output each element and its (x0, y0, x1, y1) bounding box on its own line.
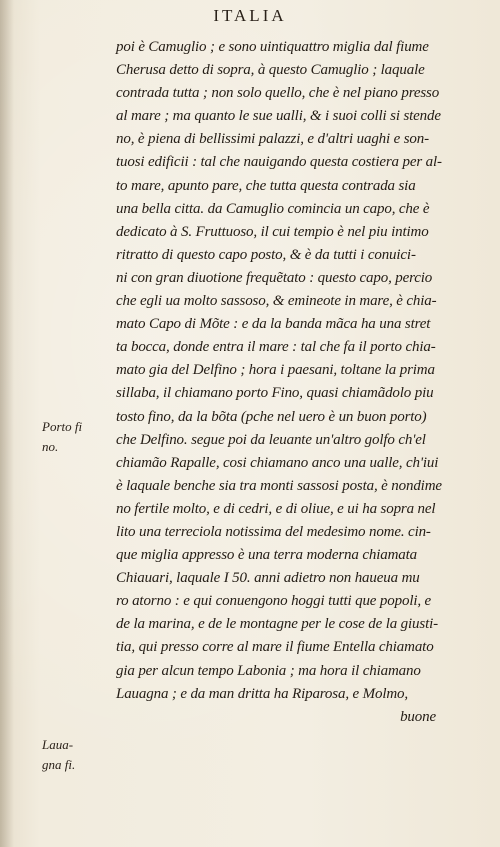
text-line: Cherusa detto di sopra, à questo Camuglio ; laquale (116, 62, 425, 79)
text-line: que miglia appresso è una terra moderna chiamata (116, 547, 417, 564)
text-line: dedicato à S. Fruttuoso, il cui tempio è nel piu intimo (116, 223, 429, 240)
text-line: chiamão Rapalle, cosi chiamano anco una ualle, ch'iui (116, 454, 439, 471)
text-line: che Delfino. segue poi da leuante un'altro golfo ch'el (116, 431, 426, 448)
text-line: ritratto di questo capo posto, & è da tutti i conuici- (116, 246, 416, 263)
catchword: buone (400, 708, 436, 725)
text-line: Lauagna ; e da man dritta ha Riparosa, e Molmo, (116, 685, 408, 702)
text-line: al mare ; ma quanto le sue ualli, & i suoi colli si stende (116, 108, 441, 125)
spine-shadow (0, 0, 14, 847)
text-line: no, è piena di bellissimi palazzi, e d'altri uaghi e son- (116, 131, 429, 148)
text-line: tuosi edificii : tal che nauigando questa costiera per al- (116, 154, 442, 171)
text-line: de la marina, e de le montagne per le cose de la giusti- (116, 616, 438, 633)
running-head: ITALIA (213, 6, 287, 25)
margin-note-line: Laua- (42, 737, 74, 752)
text-line: lito una terreciola notissima del medesimo nome. cin- (116, 523, 431, 540)
text-line: mato gia del Delfino ; hora i paesani, toltane la prima (116, 362, 435, 379)
body-text (116, 36, 486, 729)
margin-note-line: no. (42, 439, 59, 454)
text-line: è laquale benche sia tra monti sassosi posta, è nondime (116, 477, 442, 494)
text-line: mato Capo di Mõte : e da la banda mãca ha una stret (116, 316, 431, 333)
text-line: sillaba, il chiamano porto Fino, quasi chiamãdolo piu (116, 385, 434, 402)
text-line: poi è Camuglio ; e sono uintiquattro miglia dal fiume (116, 39, 429, 55)
text-line: ni con gran diuotione frequẽtato : questo capo, percio (116, 269, 433, 286)
text-line: una bella citta. da Camuglio comincia un capo, che è (116, 200, 430, 217)
text-line: Chiauari, laquale I 50. anni adietro non haueua mu (116, 570, 420, 587)
text-line: ro atorno : e qui conuengono hoggi tutti que popoli, e (116, 593, 432, 610)
text-line: tosto fino, da la bõta (pche nel uero è un buon porto) (116, 408, 427, 425)
margin-note-lauagna (42, 735, 112, 775)
margin-note-porto-fino (42, 417, 112, 457)
text-line: to mare, apunto pare, che tutta questa contrada sia (116, 177, 416, 194)
margin-note-line: Porto fi (42, 419, 83, 434)
text-line: no fertile molto, e di cedri, e di oliue, e ui ha sopra nel (116, 500, 436, 517)
margin-note-line: gna fi. (42, 757, 76, 772)
text-line: tia, qui presso corre al mare il fiume Entella chiamato (116, 639, 434, 656)
text-line: che egli ua molto sassoso, & emineote in mare, è chia- (116, 293, 437, 310)
text-line: ta bocca, donde entra il mare : tal che fa il porto chia- (116, 339, 436, 356)
text-line: gia per alcun tempo Labonia ; ma hora il chiamano (116, 662, 421, 679)
text-line: contrada tutta ; non solo quello, che è nel piano presso (116, 85, 440, 102)
